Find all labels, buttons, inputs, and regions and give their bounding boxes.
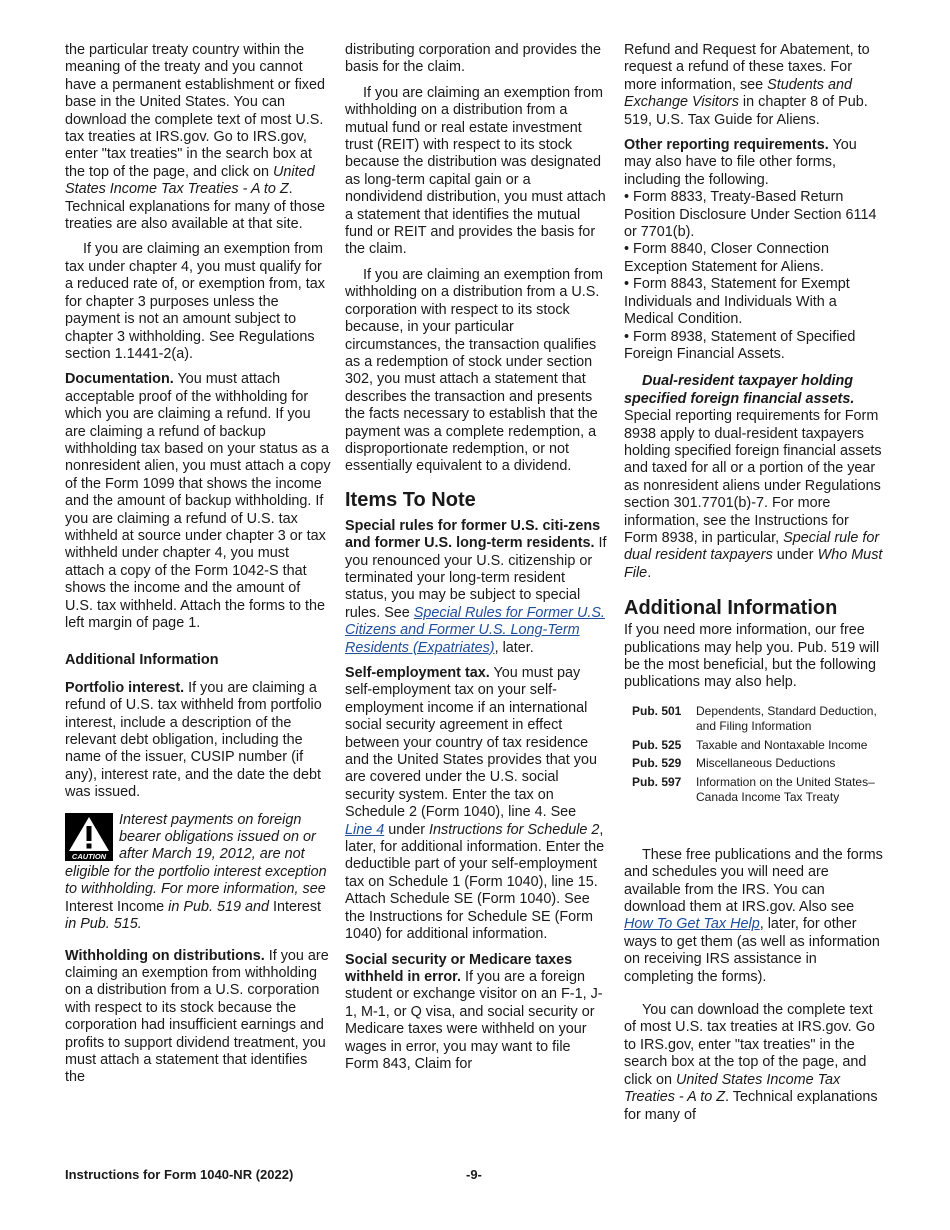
caution-note: CAUTION Interest payments on foreign bearer obligations issued on or after March 19, 2012, are not eligible for the portfolio interest exception to withholding. For more information, see Interest Income in Pub. 519 and Interest in Pub. 515. [65,811,327,933]
column-3 [624,42,886,1132]
table-row: Pub. 597 Information on the United States–Canada Income Tax Treaty [632,774,875,805]
paragraph: Self-employment tax. You must pay self-employment tax on your self-employment income if an international social security agreement in effect between your country of tax residence and the United States provides that you are covered under the U.S. social security system. Enter the tax on Schedule 2 (Form 1040), line 4. See Line 4 under Instructions for Schedule 2, later, for additional information. Enter the deductible part of your self-employment tax on Schedule 1 (Form 1040), line 15. Attach Schedule SE (Form 1040). See the Instructions for Schedule SE (Form 1040) for additional information. [345,665,605,943]
footer-form-title: Instructions for Form 1040-NR (2022) [65,1167,294,1182]
list-item: • Form 8840, Closer Connection Exception Statement for Aliens. [624,241,886,276]
list-item: • Form 8843, Statement for Exempt Individuals and Individuals With a Medical Condition. [624,276,886,328]
paragraph: If you need more information, our free publications may help you. Pub. 519 will be the most beneficial, but the following publications may also help. [624,622,880,691]
section-head: Portfolio interest. [65,679,185,696]
paragraph: You can download the complete text of most U.S. tax treaties at IRS.gov. Go to IRS.gov, enter "tax treaties" in the search box at the top of the page, and click on United States Income Tax Treaties - A to Z. Technical explanations for many of [624,1002,878,1123]
paragraph: Other reporting requirements. You may also have to file other forms, including the following. [624,137,857,188]
paragraph: Social security or Medicare taxes withheld in error. If you are a foreign student or exchange visitor on an F-1, J-1, M-1, or Q visa, and social security or Medicare taxes were withheld on your wages in error, you may want to file Form 843, Claim for [345,951,603,1072]
paragraph: These free publications and the forms and schedules you will need are available from the IRS. You can download them at IRS.gov. Also see How To Get Tax Help, later, for other ways to get them (as well as information on receiving IRS assistance in completing the forms). [624,846,883,985]
paragraph: Special rules for former U.S. citi-zens and former U.S. long-term residents. If you renounced your U.S. citizenship or terminated your long-term resident status, you may be subject to special rules. See Special Rules for Former U.S. Citizens and Former U.S. Long-Term Residents (Expatriates), later. [345,517,607,656]
section-head: Other reporting requirements. [624,137,829,154]
section-head: Documentation. [65,371,174,388]
caution-icon [65,813,113,861]
paragraph: Portfolio interest. If you are claiming a refund of U.S. tax withheld from portfolio interest, include a description of the relevant debt obligation, including the name of the issuer, CUSIP number (if any), interest rate, and the date the debt was issued. [65,679,322,801]
list-item: • Form 8833, Treaty-Based Return Position Disclosure Under Section 6114 or 7701(b). [624,189,886,241]
section-head: Withholding on distributions. [65,947,265,964]
how-to-get-tax-help-link[interactable]: How To Get Tax Help [624,916,760,933]
special-rules-link[interactable]: Special Rules for Former U.S. Citizens and Former U.S. Long-Term Residents (Expatriates) [345,604,605,656]
paragraph: distributing corporation and provides the basis for the claim. [345,42,601,76]
line-4-link[interactable]: Line 4 [345,821,385,838]
section-head: Special rules for former U.S. citi-zens and former U.S. long-term residents. [345,517,601,552]
section-heading: Additional Information [624,597,838,620]
paragraph: Documentation. You must attach acceptable proof of the withholding for which you are claiming a refund. If you are claiming a refund of backup withholding tax based on your status as a nonresident alien, you must attach a copy of the Form 1099 that shows the income and the amount of backup withholding. If you are claiming a refund of U.S. tax withheld at source under chapter 3 or tax withheld under chapter 4, you must attach a copy of the Form 1042-S that shows the income and the amount of U.S. tax withheld. Attach the forms to the left margin of page 1. [65,371,331,631]
column-2 [345,42,607,1081]
page-number: -9- [466,1167,482,1182]
paragraph: If you are claiming an exemption from tax under chapter 4, you must qualify for a reduced rate of, or exemption from, tax for chapter 3 purposes unless the payment is not an amount subject to chapter 3 withholding. See Regulations section 1.1441-2(a). [65,241,325,362]
section-heading: Items To Note [345,488,476,511]
subheading: Additional Information [65,652,219,669]
table-row: Pub. 501 Dependents, Standard Deduction, and Filing Information [632,703,877,734]
paragraph: If you are claiming an exemption from withholding on a distribution from a mutual fund or real estate investment trust (REIT) with respect to its stock because the distribution was designated as long-term capital gain or a nondividend distribution, you must attach a statement that identifies the mutual fund or REIT and provides the basis for the claim. [345,84,606,258]
table-row: Pub. 525 Taxable and Nontaxable Income [632,737,868,752]
publications-table [632,704,886,809]
caution-label: CAUTION [71,851,107,861]
paragraph: Refund and Request for Abatement, to request a refund of these taxes. For more information, see Students and Exchange Visitors in chapter 8 of Pub. 519, U.S. Tax Guide for Aliens. [624,42,870,128]
paragraph: the particular treaty country within the meaning of the treaty and you cannot have a permanent establishment or fixed base in the United States. You can download the complete text of most U.S. tax treaties at IRS.gov. Go to IRS.gov, enter "tax treaties" in the search box at the top of the page, and click on United States Income Tax Treaties - A to Z. Technical explanations for many of those treaties are also available at that site. [65,42,325,233]
column-1 [65,42,331,1095]
table-row: Pub. 529 Miscellaneous Deductions [632,756,836,771]
form-list [624,189,886,363]
paragraph: Withholding on distributions. If you are claiming an exemption from withholding on a distribution from a U.S. corporation with respect to its stock because the corporation had insufficient earnings and profits to support dividend treatment, you must attach a statement that identifies the [65,947,329,1086]
section-head: Self-employment tax. [345,665,490,681]
section-head: Dual-resident taxpayer holding specified foreign financial assets. [624,373,855,407]
paragraph: Dual-resident taxpayer holding specified foreign financial assets. Special reporting requirements for Form 8938 apply to dual-resident taxpayers holding specified foreign financial assets and taxed for all or a portion of the year as nonresident aliens under Regulations section 301.7701(b)-7. For more information, see the Instructions for Form 8938, in particular, Special rule for dual resident taxpayers under Who Must File. [624,373,883,581]
list-item: • Form 8938, Statement of Specified Foreign Financial Assets. [624,329,886,364]
paragraph: If you are claiming an exemption from withholding on a distribution from a U.S. corporation with respect to its stock because, in your particular circumstances, the transaction qualifies as a redemption of stock under section 302, you must attach a statement that describes the transaction and presents the facts necessary to establish that the payment was a complete redemption, a disproportionate redemption, or not essentially equivalent to a dividend. [345,266,603,475]
section-head: Social security or Medicare taxes withheld in error. [345,951,573,985]
